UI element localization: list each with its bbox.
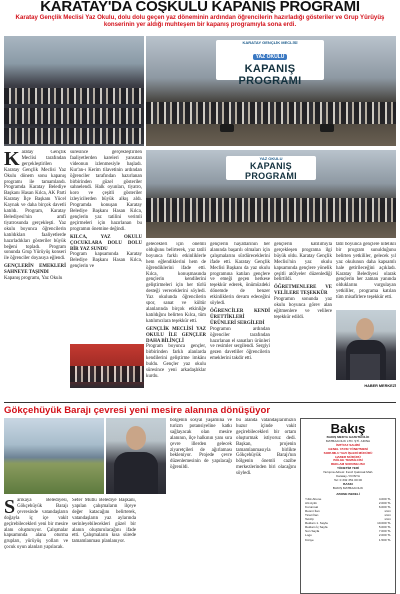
- article1-col3-tail: Program boyunca gençler, birbirinden farklı alanlarda kendilerini geliştirme imkânı buldu. Gençler yaz okulu süresince yeni arkadaşlıklar kurdu.: [146, 344, 206, 379]
- stage-banner-2: [226, 156, 316, 180]
- article1-col6: [336, 242, 396, 308]
- official-portrait: [106, 418, 166, 494]
- rate-row: [301, 538, 395, 542]
- article1-col3-heading: GENÇLİK MECLİSİ YAZ OKULU İLE GENÇLER DAHA BİLİNÇLİ: [146, 326, 206, 344]
- article1-col2-tail: Program kapsamında Karatay Belediye Başkanı Hasan Kılca, gençlerin ve: [70, 252, 142, 270]
- lake-photo: [4, 418, 104, 494]
- masthead-row: BASKI: [343, 481, 353, 486]
- article1-col5-heading: ÖĞRETMENLERE VE VELİLERE TEŞEKKÜR: [274, 285, 332, 297]
- banner2-title: KAPANIŞ PROGRAMI: [245, 161, 297, 181]
- article1-col5: [274, 242, 332, 392]
- article1-col4-text: gençlerin hayatlarının her alanında başarılı olmaları için çalışmalarını sürdüreceklerini ifade etti. Karatay Gençlik Meclisi Başkanı da yaz okulu programına katılan gençlere ve emeği geçen herkese teşekkür ederek, önümüzdeki dönemde de benzer etkinliklerin devam edeceğini söyledi.: [210, 242, 270, 307]
- rate-label: Yıllık Abone: [305, 496, 322, 501]
- rates-title: ABONE BEDELİ: [336, 491, 360, 496]
- rate-label: Logo: [305, 533, 312, 538]
- mayor-portrait: [336, 310, 396, 380]
- article1-dropcap: K: [4, 150, 20, 170]
- article2-col4: [236, 418, 296, 594]
- masthead-box: [300, 418, 396, 594]
- article1-col1: [4, 150, 66, 390]
- rate-label: Künye: [305, 537, 314, 542]
- rate-label: Altı Aylık: [305, 500, 317, 505]
- performance-photo: [70, 344, 144, 388]
- rate-label: Reklam 1. Sayfa: [305, 521, 328, 526]
- rate-value: 6.000 TL: [378, 504, 391, 509]
- rate-label: Tekzip: [305, 517, 314, 522]
- article2-col2-text: Sefer Mutlu Belediye Başkanı, yapılan çalışmaların ilçeye değer katacağını belirterek, vatandaşların yaz aylarında serinleyebilecekleri güzel bir alanın oluşturulacağını ifade etti. Çalışmaların kısa sürede tamamlanması planlanıyor.: [72, 498, 136, 545]
- rate-value: 5.000 TL: [378, 525, 391, 530]
- masthead-row: MATBAACILIK LTD. ŞTİ. ADINA: [325, 438, 371, 443]
- rate-value: 1.500 TL: [378, 537, 391, 542]
- speaker-right: [320, 124, 334, 132]
- masthead-row: İMTİYAZ SAHİBİ: [336, 442, 360, 447]
- page-subheadline: Karatay Gençlik Meclisi Yaz Okulu, dolu dolu geçen yaz döneminin ardından öğrencilerin hazırladığı gösteriler ve Grup Yürüyüş konserinin yer aldığı muhteşem bir kapanış programıyla sona erdi.: [15, 14, 385, 29]
- article2-col1-text: arıkaya Belediyesi, Gökçehüyük Barajı çevresinde vatandaşların doğayla iç içe vakit geçirebilecekleri yeni bir mesire alanı oluşturuyor. Çalışmalar kapsamında alana oturma grupları, yürüyüş yolları ve çocuk oyun alanları yapılacak.: [4, 498, 68, 551]
- masthead-row: REKLAM SORUMLUSU: [330, 462, 366, 467]
- masthead-row: BÖLGE TEMSİLCİSİ: [333, 458, 363, 463]
- article1-col4-tail: Programın ardından öğrenciler tarafından hazırlanan el sanatları ürünleri ve resimler sergilendi. Sergiyi gezen davetliler öğrencilerin emeklerini takdir etti.: [210, 326, 270, 362]
- masthead-row: BAKIŞ MATBAACILIK: [332, 485, 364, 490]
- stage-banner: [216, 40, 324, 87]
- official-head: [126, 426, 146, 450]
- article1-col1-tail: Kapanış programı, Yaz Okulu: [4, 276, 63, 282]
- speaker-left: [220, 124, 234, 132]
- article1-col5-tail: Programın sonunda yaz okulu boyunca görev alan eğitmenlere ve velilere teşekkür edildi.: [274, 297, 332, 320]
- article2-col3-text: bölgenin sosyal yaşamına ve turizm potansiyeline katkı sağlayacak olan mesire alanının, ilçe halkının yanı sıra çevre illerden gelecek ziyaretçileri de ağırlaması bekleniyor. Projede çevre düzenlemesinin de yapılacağı öğrenildi.: [170, 418, 232, 471]
- article1-col3-text: gelecekleri için önemli olduğunu belirterek, yaz tatili boyunca farklı etkinliklerle hem eğlendiklerini hem de öğrendiklerini ifade etti. Kılca, konuşmasında gençlerin kendilerini geliştirmeleri için her türlü desteği vereceklerini söyledi. Yaz okulunda öğrencilerin spor, sanat ve kültür alanlarında birçok etkinliğe katıldığını belirten Kılca, tüm katılımcılara teşekkür etti.: [146, 242, 206, 324]
- banner-ribbon: YAZ OKULU: [253, 54, 288, 60]
- article2-col4-text: bu alanda vatandaşlarımızın huzur içinde vakit geçirebilecekleri bir ortam oluşturmak istiyoruz dedi. Başkan, projenin tamamlanmasıyla birlikte Gökçehüyük Barajı'nın bölgenin önemli cazibe merkezlerinden biri olacağını söyledi.: [236, 418, 296, 477]
- page-headline: KARATAY'DA COŞKULU KAPANIŞ PROGRAMI: [40, 0, 360, 13]
- rate-value: 2.000 TL: [378, 500, 391, 505]
- article1-col6-text: tatil boyunca gençlere nitelikli bir program sunulduğunu belirten yetkililer, gelecek yıl yaz okulunun daha kapsamlı hale getirileceğini açıkladı. Karatay Belediyesi olarak gençlerin her zaman yanında olduklarını vurgulayan yetkililer, programa katılan tüm misafirlere teşekkür etti.: [336, 242, 396, 301]
- audience-row-3: [4, 128, 144, 144]
- article1-col4-heading: ÖĞRENCİLER KENDİ ÜRETTİKLERİ ÜRÜNLERİ SERGİLEDİ: [210, 308, 270, 326]
- masthead-row: BAKIŞ MEDYA GAZETECİLİK: [326, 435, 370, 439]
- audience-photo: [4, 36, 144, 146]
- stage-photo-second: [146, 150, 396, 238]
- official-body: [114, 452, 158, 494]
- masthead-logo: Bakış: [330, 421, 366, 436]
- masthead-row: GENEL YAYIN YÖNETMENİ: [328, 446, 368, 451]
- masthead-row: SORUMLU YAZI İŞLERİ MÜDÜRÜ: [323, 450, 373, 455]
- article1-col2-heading: KILCA, YAZ OKULU ÇOCUKLARA DOLU DOLU BİR YAZ SUNDU: [70, 234, 142, 252]
- article2-col2: [72, 498, 136, 594]
- singers-row: [146, 198, 396, 222]
- stage-photo-main: [146, 36, 396, 146]
- article2-col1: [4, 498, 68, 594]
- article1-byline: HABER MERKEZİ: [364, 384, 396, 388]
- banner2-top-text: YAZ OKULU: [259, 156, 283, 161]
- article1-col1-text: aratay Gençlik Meclisi tarafından gerçekleştirilen Karatay Gençlik Meclisi Yaz Okulu dönem sonu kapanış programı ile tamamlandı. Programda Karatay Belediye Başkanı Hasan Kılca, AK Parti Karatay İlçe Başkanı Yücel Kaynak ve daha birçok davetli katıldı. Program, Karatay Belediyesi'nin amfi tiyatrosunda gerçekleşti. Yaz okulu boyunca öğrencilerin katıldıkları faaliyetlerde hazırladıkları gösteriler büyük beğeni topladı. Program sonunda Grup Yürüyüş konseri ile öğrenciler doyasıya eğlendi.: [4, 150, 66, 262]
- rate-value: s/cm: [384, 508, 391, 513]
- rate-value: 10.000 TL: [377, 521, 391, 526]
- rate-value: s/cm: [384, 517, 391, 522]
- audience-row-1: [4, 88, 144, 104]
- article1-col2-text: süresince gerçekleştirilen faaliyetlerden kareleri yansıtan videonun izlenmesiyle başladı. Kur'an-ı Kerim tilavetinin ardından öğrenciler tarafından hazırlanan birbirinden güzel gösteriler sahnelendi. Halk oyunları, tiyatro, koro ve çeşitli gösteriler izleyicilerden büyük alkış aldı. Programda konuşan Karatay Belediye Başkanı Hasan Kılca, gençlerin yaz tatilini verimli geçirmeleri için hazırlanan bu programın önemine değindi.: [70, 150, 142, 232]
- rate-value: s/cm: [384, 512, 391, 517]
- performance-people: [70, 366, 144, 382]
- audience-row-2: [4, 108, 144, 124]
- portrait-head: [356, 318, 374, 340]
- masthead-row: Yazışma Adresi: Fevzi Çakmak Mah.: [322, 470, 374, 475]
- rate-label: Ticari İlan: [305, 512, 319, 517]
- masthead-row: Tel: 0 332 351 00 00: [333, 477, 363, 482]
- rates-table: [301, 497, 395, 542]
- article1-col3: [146, 242, 206, 392]
- performers-row: [146, 102, 396, 124]
- banner-title: KAPANIŞ PROGRAMI: [238, 63, 302, 87]
- rate-value: 2.000 TL: [378, 533, 391, 538]
- article1-col1-heading: GENÇLERİN EMEKLERİ SAHNEYE TAŞINDI: [4, 264, 66, 276]
- article2-col3: [170, 418, 232, 594]
- rate-value: 4.000 TL: [378, 496, 391, 501]
- section-divider: [4, 402, 396, 403]
- rate-label: Kurumsal: [305, 504, 319, 509]
- banner-top-text: KARATAY GENÇLİK MECLİSİ: [242, 40, 298, 45]
- article1-col4: [210, 242, 270, 392]
- masthead-row: HABER MÜDÜRÜ: [335, 454, 361, 459]
- rate-value: 7.000 TL: [378, 529, 391, 534]
- masthead-row: YÖNETİM YERİ: [336, 466, 360, 471]
- article2-dropcap: S: [4, 498, 16, 518]
- rate-label: Son Sayfa: [305, 529, 320, 534]
- rate-label: Reklam İç Sayfa: [305, 525, 328, 530]
- rate-label: Resmi İlan: [305, 508, 320, 513]
- article1-col2: [70, 150, 142, 340]
- masthead-row: Karatay / KONYA: [336, 474, 360, 479]
- podium: [350, 354, 380, 380]
- article2-headline: Gökçehüyük Barajı çevresi yeni mesire alanına dönüşüyor: [4, 405, 271, 416]
- article1-col5-text: gençlerin katılımıyla gerçekleşen programa ilgi büyük oldu. Karatay Gençlik Meclisi'nin yaz okulu kapsamında gençlere yönelik çeşitli atölyeler düzenlediği belirtildi.: [274, 242, 332, 283]
